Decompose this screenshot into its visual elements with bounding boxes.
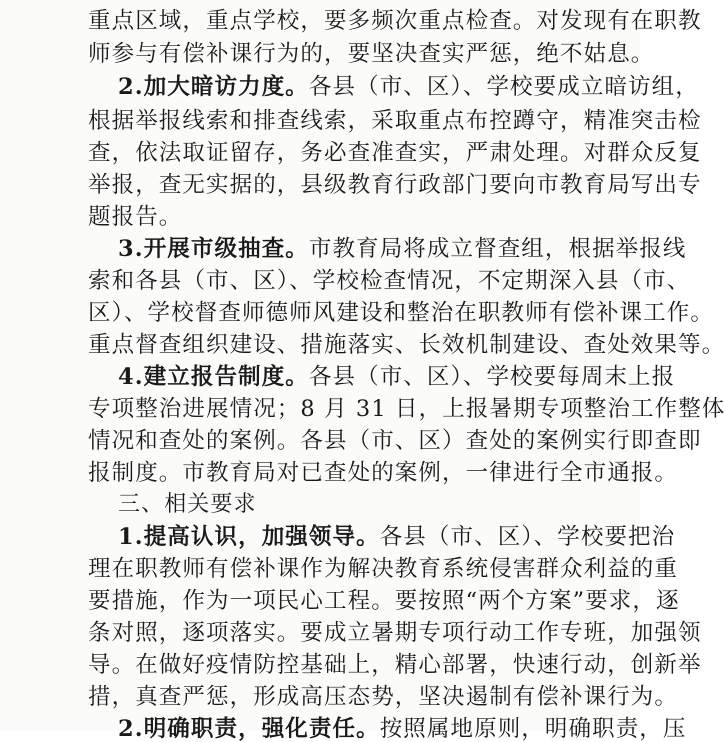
text-line-8: 3.开展市级抽查。市教育局将成立督查组，根据举报线 (118, 236, 687, 262)
text-line-17: 1.提高认识，加强领导。各县（市、区）、学校要把治 (118, 524, 676, 550)
text-line-18: 理在职教师有偿补课作为解决教育系统侵害群众利益的重 (88, 556, 679, 582)
text-line-2: 师参与有偿补课行为的，要坚决查实严惩，绝不姑息。 (88, 41, 655, 67)
text-line-1: 重点区域，重点学校，要多频次重点检查。对发现有在职教 (88, 8, 702, 34)
text-line-14: 情况和查处的案例。各县（市、区）查处的案例实行即查即 (88, 428, 702, 454)
text-line-9: 索和各县（市、区）、学校检查情况，不定期深入县（市、 (88, 268, 691, 294)
text-line-10: 区）、学校督查师德师风建设和整治在职教师有偿补课工作。 (88, 300, 714, 326)
text-line-4: 根据举报线索和排查线索，采取重点布控蹲守，精准突击检 (88, 108, 702, 134)
item-title: 3.开展市级抽查。 (118, 236, 309, 262)
text-line-11: 重点督查组织建设、措施落实、长效机制建设、查处效果等。 (88, 332, 725, 358)
text-line-22: 措，真查严惩，形成高压态势，坚决遏制有偿补课行为。 (88, 684, 679, 710)
text-line-12: 4.建立报告制度。各县（市、区）、学校要每周末上报 (118, 364, 676, 390)
item-title: 2.明确职责，强化责任。 (118, 716, 380, 742)
text-line-3: 2.加大暗访力度。各县（市、区）、学校要成立暗访组， (118, 74, 699, 100)
text-line-15: 报制度。市教育局对已查处的案例，一律进行全市通报。 (88, 460, 679, 486)
text-line-7: 题报告。 (88, 204, 183, 230)
text-line-13: 专项整治进展情况；8 月 31 日，上报暑期专项整治工作整体 (88, 396, 725, 422)
text-line-21: 导。在做好疫情防控基础上，精心部署，快速行动，创新举 (88, 652, 702, 678)
section-heading: 三、相关要求 (118, 492, 257, 517)
text-line-23: 2.明确职责，强化责任。按照属地原则，明确职责，压 (118, 716, 687, 742)
text-line-6: 举报，查无实据的，县级教育行政部门要向市教育局写出专 (88, 172, 702, 198)
item-title: 2.加大暗访力度。 (118, 74, 309, 100)
item-title: 4.建立报告制度。 (118, 364, 309, 390)
text-line-20: 条对照，逐项落实。要成立暑期专项行动工作专班，加强领 (88, 620, 702, 646)
item-title: 1.提高认识，加强领导。 (118, 524, 380, 550)
text-line-19: 要措施，作为一项民心工程。要按照“两个方案”要求，逐 (88, 588, 680, 614)
text-line-5: 查，依法取证留存，务必查准查实，严肃处理。对群众反复 (88, 140, 702, 166)
